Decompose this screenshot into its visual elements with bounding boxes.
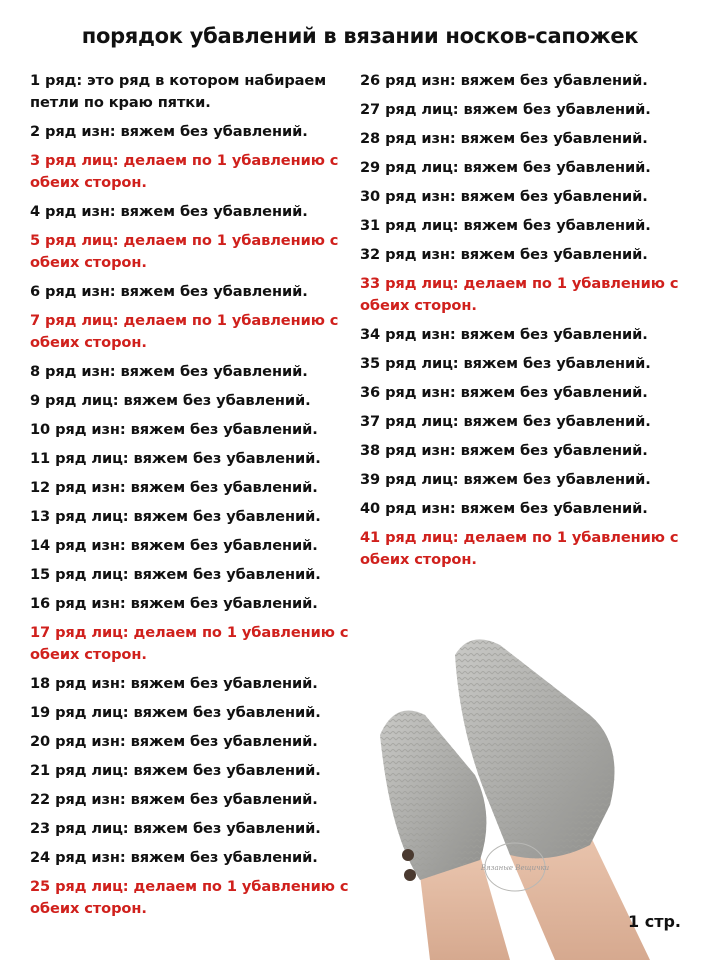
knitting-row-instruction: 15 ряд лиц: вяжем без убавлений. — [30, 566, 321, 583]
watermark-text: Вязаные Вещички — [480, 864, 550, 872]
knitted-slipper-boots-photo — [360, 605, 700, 960]
knitting-row-instruction: 16 ряд изн: вяжем без убавлений. — [30, 595, 318, 612]
knitting-row-instruction: 3 ряд лиц: делаем по 1 убавлению с обеих сторон. — [30, 152, 339, 191]
knitting-row-instruction: 11 ряд лиц: вяжем без убавлений. — [30, 450, 321, 467]
knitting-row-instruction: 37 ряд лиц: вяжем без убавлений. — [360, 413, 651, 430]
knitting-row-instruction: 18 ряд изн: вяжем без убавлений. — [30, 675, 318, 692]
knitting-row-instruction: 26 ряд изн: вяжем без убавлений. — [360, 72, 648, 89]
knitting-row-instruction: 4 ряд изн: вяжем без убавлений. — [30, 203, 308, 220]
knitting-row-instruction: 36 ряд изн: вяжем без убавлений. — [360, 384, 648, 401]
knitting-row-instruction: 32 ряд изн: вяжем без убавлений. — [360, 246, 648, 263]
knitting-row-instruction: 21 ряд лиц: вяжем без убавлений. — [30, 762, 321, 779]
knitting-row-instruction: 14 ряд изн: вяжем без убавлений. — [30, 537, 318, 554]
knitting-row-instruction: 1 ряд: это ряд в котором набираем петли по краю пятки. — [30, 72, 327, 111]
knitting-row-instruction: 34 ряд изн: вяжем без убавлений. — [360, 326, 648, 343]
knitting-row-instruction: 12 ряд изн: вяжем без убавлений. — [30, 479, 318, 496]
knitting-row-instruction: 9 ряд лиц: вяжем без убавлений. — [30, 392, 311, 409]
button-icon — [402, 849, 414, 861]
knitting-row-instruction: 27 ряд лиц: вяжем без убавлений. — [360, 101, 651, 118]
knitting-row-instruction: 33 ряд лиц: делаем по 1 убавлению с обеих сторон. — [360, 275, 679, 314]
knitting-row-instruction: 28 ряд изн: вяжем без убавлений. — [360, 130, 648, 147]
knitting-row-instruction: 40 ряд изн: вяжем без убавлений. — [360, 500, 648, 517]
knitting-row-instruction: 41 ряд лиц: делаем по 1 убавлению с обеих сторон. — [360, 529, 679, 568]
knitting-row-instruction: 29 ряд лиц: вяжем без убавлений. — [360, 159, 651, 176]
page-number: 1 стр. — [628, 912, 681, 931]
knitting-row-instruction: 25 ряд лиц: делаем по 1 убавлению с обеих сторон. — [30, 878, 349, 917]
knitting-row-instruction: 13 ряд лиц: вяжем без убавлений. — [30, 508, 321, 525]
knitting-row-instruction: 6 ряд изн: вяжем без убавлений. — [30, 283, 308, 300]
knitting-row-instruction: 35 ряд лиц: вяжем без убавлений. — [360, 355, 651, 372]
knitting-row-instruction: 10 ряд изн: вяжем без убавлений. — [30, 421, 318, 438]
knitting-row-instruction: 39 ряд лиц: вяжем без убавлений. — [360, 471, 651, 488]
knitting-row-instruction: 30 ряд изн: вяжем без убавлений. — [360, 188, 648, 205]
knitting-row-instruction: 23 ряд лиц: вяжем без убавлений. — [30, 820, 321, 837]
knitting-row-instruction: 20 ряд изн: вяжем без убавлений. — [30, 733, 318, 750]
button-icon — [404, 869, 416, 881]
right-rows-column — [360, 70, 690, 578]
knitting-row-instruction: 7 ряд лиц: делаем по 1 убавлению с обеих сторон. — [30, 312, 339, 351]
knitting-row-instruction: 38 ряд изн: вяжем без убавлений. — [360, 442, 648, 459]
knitting-row-instruction: 24 ряд изн: вяжем без убавлений. — [30, 849, 318, 866]
knitting-row-instruction: 22 ряд изн: вяжем без убавлений. — [30, 791, 318, 808]
knitting-row-instruction: 8 ряд изн: вяжем без убавлений. — [30, 363, 308, 380]
knitting-row-instruction: 19 ряд лиц: вяжем без убавлений. — [30, 704, 321, 721]
page-title: порядок убавлений в вязании носков-сапожек — [81, 24, 639, 48]
knitting-row-instruction: 31 ряд лиц: вяжем без убавлений. — [360, 217, 651, 234]
knitting-row-instruction: 5 ряд лиц: делаем по 1 убавлению с обеих сторон. — [30, 232, 339, 271]
left-rows-column — [30, 70, 360, 927]
knitting-row-instruction: 2 ряд изн: вяжем без убавлений. — [30, 123, 308, 140]
knitting-row-instruction: 17 ряд лиц: делаем по 1 убавлению с обеих сторон. — [30, 624, 349, 663]
